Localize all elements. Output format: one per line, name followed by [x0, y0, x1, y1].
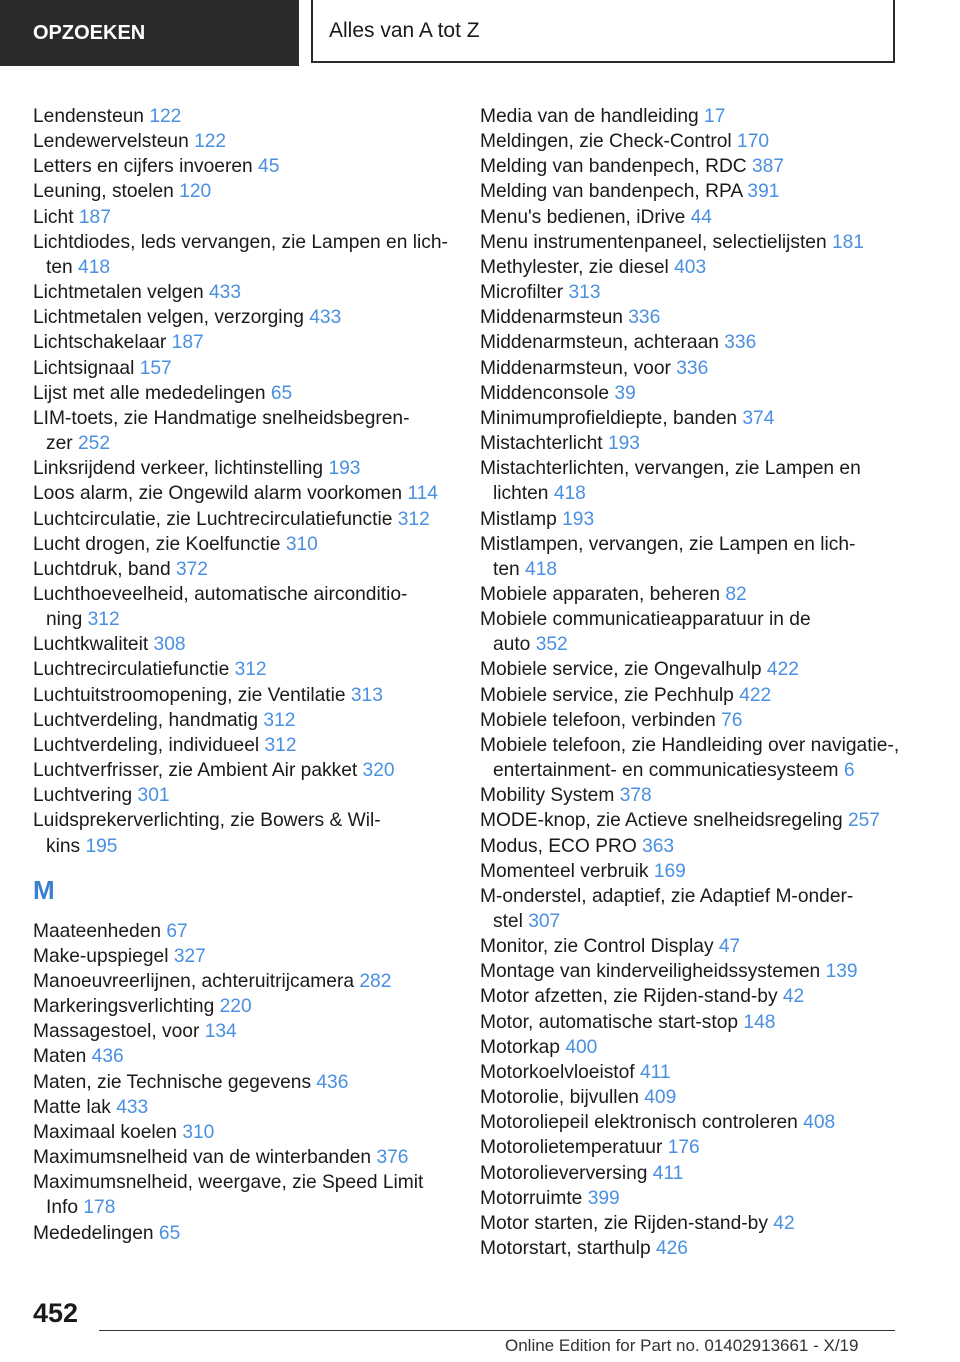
entry-term: Leuning, stoelen	[33, 181, 174, 203]
entry-term: Motoroliepeil elektronisch controleren	[480, 1112, 798, 1134]
page-link[interactable]: 47	[718, 936, 741, 958]
index-entry	[33, 1221, 453, 1246]
entry-term: Motorstart, starthulp	[480, 1238, 651, 1260]
page-link[interactable]: 139	[825, 961, 858, 983]
entry-term: Mobiele communicatieapparatuur in de	[480, 609, 811, 631]
index-entry	[33, 532, 453, 557]
page-link[interactable]: 436	[91, 1046, 124, 1068]
entry-term: Linksrijdend verkeer, lichtinstelling	[33, 458, 324, 480]
index-entry	[480, 1010, 920, 1035]
index-entry	[33, 632, 453, 657]
entry-term: Mistlampen, vervangen, zie Lampen en lich-	[480, 533, 856, 555]
entry-term: Methylester, zie diesel	[480, 256, 669, 278]
index-entry	[33, 994, 453, 1019]
edition-note: Online Edition for Part no. 01402913661 - X/19	[505, 1336, 859, 1355]
entry-term-continued: zer	[46, 433, 73, 455]
page-link[interactable]: 157	[139, 357, 172, 379]
entry-term: Menu instrumentenpaneel, selectielijsten	[480, 231, 827, 253]
page-link[interactable]: 120	[179, 181, 212, 203]
page-link[interactable]: 422	[739, 684, 772, 706]
page-link[interactable]: 312	[397, 508, 430, 530]
index-entry	[33, 129, 453, 154]
page-link[interactable]: 336	[724, 332, 757, 354]
index-entry	[33, 1044, 453, 1069]
page-link[interactable]: 374	[742, 407, 775, 429]
index-entry	[480, 532, 920, 582]
entry-term: Motorolie, bijvullen	[480, 1087, 639, 1109]
index-entry	[33, 557, 453, 582]
page-number: 452	[33, 1298, 79, 1328]
page-link[interactable]: 181	[831, 231, 864, 253]
index-entry	[33, 758, 453, 783]
entry-term: Menu's bedienen, iDrive	[480, 206, 686, 228]
page-link[interactable]: 193	[607, 433, 640, 455]
page-link[interactable]: 82	[725, 583, 747, 605]
page-link[interactable]: 282	[359, 971, 392, 992]
entry-term: Motor afzetten, zie Rijden-stand-by	[480, 986, 778, 1008]
page-link[interactable]: 426	[655, 1238, 688, 1260]
entry-term: Lendewervelsteun	[33, 131, 189, 153]
page-link[interactable]: 122	[194, 131, 227, 153]
page-link[interactable]: 122	[149, 106, 182, 127]
index-entry	[480, 859, 920, 884]
page-link[interactable]: 45	[258, 156, 280, 178]
index-entry	[33, 944, 453, 969]
index-entry	[33, 808, 453, 858]
index-entry	[480, 1035, 920, 1060]
index-entry	[480, 708, 920, 733]
index-entry	[33, 1120, 453, 1145]
entry-term: Middenarmsteun	[480, 307, 623, 329]
entry-term: Minimumprofieldiepte, banden	[480, 407, 738, 429]
index-entry	[33, 330, 453, 355]
index-entry	[33, 683, 453, 708]
page-link[interactable]: 17	[704, 106, 726, 127]
entry-term: Mistlamp	[480, 508, 557, 530]
entry-term: Maximumsnelheid van de winterbanden	[33, 1147, 372, 1169]
page-link[interactable]: 312	[87, 609, 120, 631]
page-link[interactable]: 313	[350, 684, 383, 706]
entry-term: Modus, ECO PRO	[480, 835, 637, 857]
entry-term: Lijst met alle mededelingen	[33, 382, 266, 404]
entry-term: Luchtuitstroomopening, zie Ventilatie	[33, 684, 346, 706]
entry-term: Maximaal koelen	[33, 1121, 177, 1143]
index-entry	[33, 305, 453, 330]
index-entry	[480, 330, 920, 355]
index-entry	[480, 984, 920, 1009]
page-link[interactable]: 114	[407, 483, 438, 505]
entry-term: Luchtverfrisser, zie Ambient Air pakket	[33, 760, 358, 782]
entry-term: Melding van bandenpech, RDC	[480, 156, 747, 178]
index-entry	[480, 1135, 920, 1160]
entry-term: Melding van bandenpech, RPA	[480, 181, 743, 203]
page-link[interactable]: 372	[175, 558, 208, 580]
entry-term: Motorkoelvloeistof	[480, 1061, 635, 1083]
index-entry	[480, 154, 920, 179]
index-entry	[480, 607, 920, 657]
entry-term: Luchtrecirculatiefunctie	[33, 659, 230, 681]
entry-term: Luchtverdeling, individueel	[33, 734, 260, 756]
page-link[interactable]: 307	[528, 911, 561, 932]
index-entry	[480, 179, 920, 204]
page-link[interactable]: 257	[847, 810, 880, 832]
index-entry	[33, 582, 453, 632]
page-link[interactable]: 433	[309, 307, 342, 329]
page-link[interactable]: 193	[562, 508, 595, 530]
index-entry	[480, 1085, 920, 1110]
page-link[interactable]: 252	[78, 433, 111, 455]
entry-term: Mobiele telefoon, zie Handleiding over navigatie-,	[480, 734, 900, 756]
index-entry	[33, 179, 453, 204]
entry-term: Luchtvering	[33, 785, 133, 807]
page-link[interactable]: 422	[766, 659, 799, 681]
entry-term: Lichtmetalen velgen, verzorging	[33, 307, 304, 329]
index-entry	[480, 129, 920, 154]
entry-term: Lucht drogen, zie Koelfunctie	[33, 533, 281, 555]
entry-term: Manoeuvreerlijnen, achteruitrijcamera	[33, 971, 355, 992]
section-tab: OPZOEKEN	[0, 0, 299, 66]
index-entry	[480, 1110, 920, 1135]
index-entry	[33, 733, 453, 758]
index-list-m-continued	[480, 104, 920, 1261]
page-link[interactable]: 400	[565, 1036, 598, 1058]
entry-term: Markeringsverlichting	[33, 996, 215, 1018]
index-entry	[33, 481, 453, 506]
page-link[interactable]: 39	[614, 382, 636, 404]
entry-term: Maten	[33, 1046, 87, 1068]
index-entry	[33, 969, 453, 994]
entry-term-continued: lichten	[493, 483, 549, 505]
entry-term: Mobiele service, zie Pechhulp	[480, 684, 734, 706]
entry-term: Lichtdiodes, leds vervangen, zie Lampen en lich-	[33, 231, 448, 253]
index-entry	[33, 1070, 453, 1095]
index-entry	[480, 834, 920, 859]
index-entry	[33, 507, 453, 532]
section-letter: M	[33, 874, 55, 905]
page-link[interactable]: 403	[674, 256, 707, 278]
entry-term: Microfilter	[480, 282, 564, 304]
page-link[interactable]: 42	[782, 986, 805, 1008]
page-link[interactable]: 312	[264, 734, 297, 756]
entry-term: Motor, automatische start-stop	[480, 1011, 739, 1033]
page-link[interactable]: 42	[773, 1212, 795, 1234]
entry-term: Mobiele service, zie Ongevalhulp	[480, 659, 762, 681]
index-entry	[480, 657, 920, 682]
entry-term: Letters en cijfers invoeren	[33, 156, 253, 178]
page-link[interactable]: 308	[153, 634, 186, 656]
page-link[interactable]: 187	[171, 332, 204, 354]
page-link[interactable]: 65	[270, 382, 293, 404]
entry-term: Luidsprekerverlichting, zie Bowers & Wil-	[33, 810, 381, 832]
entry-term: Montage van kinderveiligheidssystemen	[480, 961, 821, 983]
page-link[interactable]: 310	[182, 1121, 215, 1143]
page-link[interactable]: 376	[376, 1147, 409, 1169]
page-link[interactable]: 391	[747, 181, 780, 203]
entry-term: Middenconsole	[480, 382, 610, 404]
page-link[interactable]: 148	[743, 1011, 776, 1033]
index-entry	[33, 356, 453, 381]
entry-term: Momenteel verbruik	[480, 860, 649, 882]
page-link[interactable]: 336	[676, 357, 709, 379]
entry-term: Matte lak	[33, 1096, 111, 1118]
entry-term: Maateenheden	[33, 920, 162, 942]
index-entry	[480, 884, 920, 934]
page-link[interactable]: 327	[173, 945, 206, 967]
entry-term: Middenarmsteun, voor	[480, 357, 671, 379]
index-entry	[480, 205, 920, 230]
index-entry	[33, 381, 453, 406]
page-link[interactable]: 418	[553, 483, 586, 505]
page-link[interactable]: 433	[209, 282, 242, 304]
index-entry	[480, 783, 920, 808]
index-entry	[33, 1095, 453, 1120]
index-entry	[480, 1186, 920, 1211]
entry-term-continued: ten	[493, 558, 520, 580]
page-link[interactable]: 195	[85, 835, 118, 857]
entry-term: Make-upspiegel	[33, 945, 169, 967]
index-list-l	[33, 104, 453, 859]
index-entry	[480, 280, 920, 305]
page-header	[0, 0, 960, 66]
entry-term: Mededelingen	[33, 1222, 154, 1244]
entry-term: Mobiele apparaten, beheren	[480, 583, 721, 605]
index-entry	[480, 808, 920, 833]
index-entry	[33, 657, 453, 682]
entry-term: Maximumsnelheid, weergave, zie Speed Limit	[33, 1172, 424, 1194]
page-link[interactable]: 44	[690, 206, 712, 228]
page-link[interactable]: 436	[316, 1071, 349, 1093]
entry-term: Luchtverdeling, handmatig	[33, 709, 259, 731]
page-link[interactable]: 399	[587, 1187, 620, 1209]
entry-term: Loos alarm, zie Ongewild alarm voorkomen	[33, 483, 402, 505]
page-link[interactable]: 187	[78, 206, 111, 228]
index-entry	[33, 406, 453, 456]
entry-term: Motor starten, zie Rijden-stand-by	[480, 1212, 768, 1234]
page-link[interactable]: 320	[362, 760, 395, 782]
page-link[interactable]: 170	[737, 131, 770, 153]
index-entry	[33, 280, 453, 305]
entry-term: Luchtcirculatie, zie Luchtrecirculatiefunctie	[33, 508, 393, 530]
index-entry	[480, 356, 920, 381]
entry-term: Motorruimte	[480, 1187, 583, 1209]
index-entry	[33, 919, 453, 944]
index-entry	[480, 406, 920, 431]
page-link[interactable]: 6	[843, 760, 855, 782]
index-entry	[480, 507, 920, 532]
entry-term: Lichtschakelaar	[33, 332, 167, 354]
index-entry	[480, 230, 920, 255]
index-entry	[480, 582, 920, 607]
entry-term: M-onderstel, adaptief, zie Adaptief M-onder-	[480, 885, 854, 907]
index-entry	[33, 230, 453, 280]
index-entry	[480, 1236, 920, 1261]
index-entry	[33, 154, 453, 179]
entry-term-continued: entertainment- en communicatiesysteem	[493, 760, 839, 782]
page-link[interactable]: 352	[535, 634, 568, 656]
entry-term: Maten, zie Technische gegevens	[33, 1071, 312, 1093]
index-entry	[480, 431, 920, 456]
entry-term: Motorolieverversing	[480, 1162, 648, 1184]
page-link[interactable]: 310	[285, 533, 318, 555]
entry-term-continued: stel	[493, 911, 523, 932]
entry-term: Meldingen, zie Check-Control	[480, 131, 732, 153]
page-link[interactable]: 169	[653, 860, 686, 882]
index-entry	[33, 708, 453, 733]
entry-term: Licht	[33, 206, 74, 228]
page-link[interactable]: 176	[667, 1137, 700, 1159]
entry-term: Mobility System	[480, 785, 615, 807]
entry-term: Luchthoeveelheid, automatische airconditio-	[33, 583, 408, 605]
index-entry	[33, 205, 453, 230]
entry-term: Motorkap	[480, 1036, 560, 1058]
page-link[interactable]: 387	[752, 156, 785, 178]
chapter-title: Alles van A tot Z	[311, 0, 895, 63]
index-entry	[480, 934, 920, 959]
page-link[interactable]: 408	[803, 1112, 836, 1134]
entry-term: LIM-toets, zie Handmatige snelheidsbegren-	[33, 407, 410, 429]
entry-term: Media van de handleiding	[480, 106, 699, 127]
page-link[interactable]: 134	[204, 1021, 237, 1043]
index-entry	[33, 456, 453, 481]
entry-term: Mistachterlicht	[480, 433, 603, 455]
index-column-left	[33, 104, 453, 1246]
entry-term-continued: ten	[46, 256, 73, 278]
page-link[interactable]: 313	[568, 282, 601, 304]
page-link[interactable]: 433	[116, 1096, 149, 1118]
page-link[interactable]: 76	[721, 709, 743, 731]
entry-term-continued: ning	[46, 609, 83, 631]
entry-term: Mobiele telefoon, verbinden	[480, 709, 716, 731]
page-link[interactable]: 411	[639, 1061, 671, 1083]
index-entry	[480, 305, 920, 330]
entry-term-continued: kins	[46, 835, 81, 857]
index-entry	[480, 959, 920, 984]
index-entry	[480, 683, 920, 708]
page-link[interactable]: 67	[166, 920, 188, 942]
index-entry	[33, 1019, 453, 1044]
entry-term-continued: Info	[46, 1197, 79, 1219]
entry-term: Luchtdruk, band	[33, 558, 171, 580]
index-list-m	[33, 919, 453, 1246]
entry-term: Lendensteun	[33, 106, 144, 127]
index-entry	[480, 104, 920, 129]
index-column-right	[480, 104, 920, 1261]
index-entry	[480, 255, 920, 280]
page-link[interactable]: 220	[219, 996, 252, 1018]
entry-term: Motorolietemperatuur	[480, 1137, 663, 1159]
page-link[interactable]: 336	[628, 307, 661, 329]
page-link[interactable]: 312	[263, 709, 296, 731]
index-entry	[33, 1145, 453, 1170]
index-entry	[480, 1161, 920, 1186]
entry-term: Monitor, zie Control Display	[480, 936, 714, 958]
page-link[interactable]: 418	[525, 558, 558, 580]
entry-term: Lichtsignaal	[33, 357, 135, 379]
page-link[interactable]: 411	[652, 1162, 684, 1184]
index-entry	[33, 1170, 453, 1220]
entry-term: Massagestoel, voor	[33, 1021, 200, 1043]
page-link[interactable]: 418	[78, 256, 111, 278]
index-entry	[33, 104, 453, 129]
entry-term: MODE-knop, zie Actieve snelheidsregeling	[480, 810, 843, 832]
entry-term: Luchtkwaliteit	[33, 634, 149, 656]
footer-divider	[99, 1330, 895, 1331]
index-entry	[480, 381, 920, 406]
entry-term: Mistachterlichten, vervangen, zie Lampen en	[480, 458, 861, 480]
page-link[interactable]: 193	[328, 458, 361, 480]
entry-term: Middenarmsteun, achteraan	[480, 332, 719, 354]
page-link[interactable]: 178	[83, 1197, 116, 1219]
entry-term-continued: auto	[493, 634, 531, 656]
page-link[interactable]: 409	[644, 1087, 677, 1109]
page-link[interactable]: 312	[234, 659, 267, 681]
index-entry	[480, 1211, 920, 1236]
index-entry	[480, 733, 920, 783]
index-entry	[480, 1060, 920, 1085]
index-entry	[480, 456, 920, 506]
entry-term: Lichtmetalen velgen	[33, 282, 204, 304]
page-link[interactable]: 363	[642, 835, 675, 857]
page-link[interactable]: 378	[619, 785, 652, 807]
page-link[interactable]: 65	[158, 1222, 181, 1244]
page-link[interactable]: 301	[137, 785, 170, 807]
index-entry	[33, 783, 453, 808]
